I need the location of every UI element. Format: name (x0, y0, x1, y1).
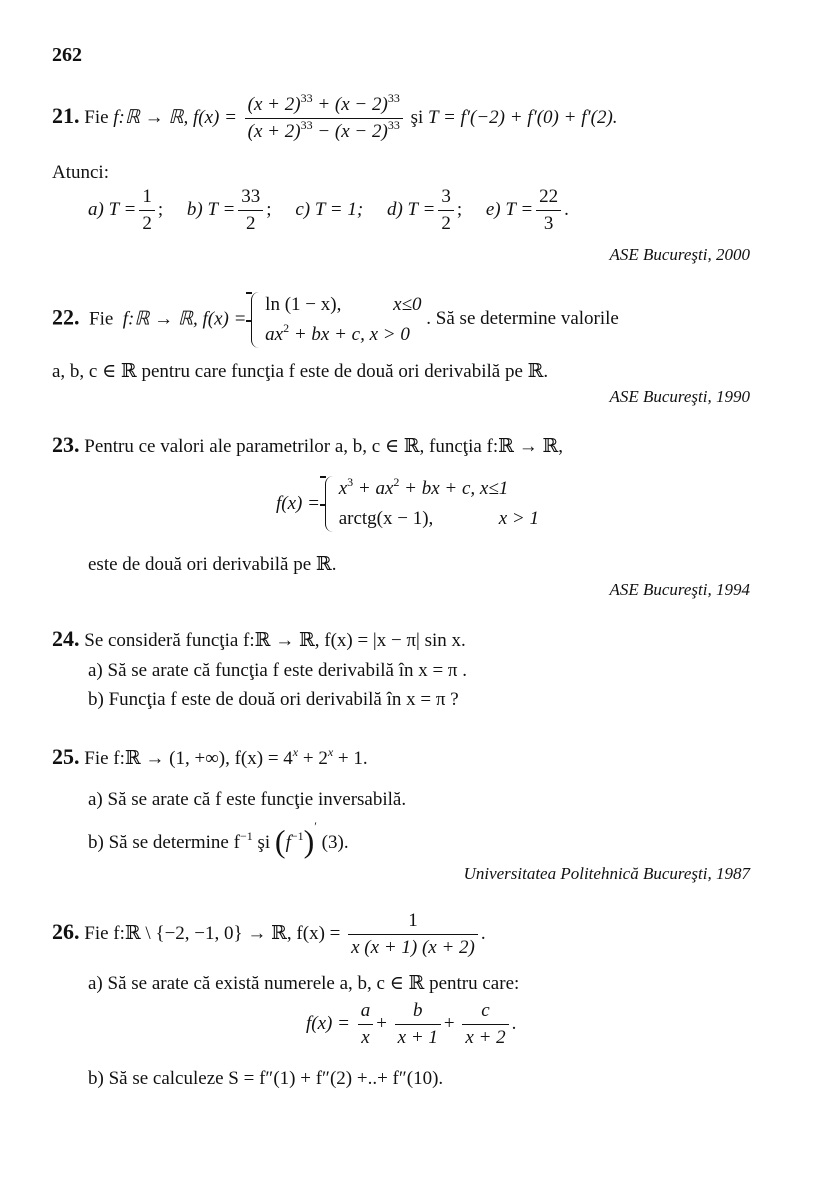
problem-21-statement: 21. Fie f:ℝ → ℝ, f(x) = $\frac{(x + 2)^{33} + (x - 2)^{33}}{(x + 2)^{33} - (x - 2)^{33}}$ şi T = f′(−2) + f′(0) + f′(2). (52, 91, 618, 142)
option-a: a) T = $\frac{1}{2}$ ; (88, 186, 164, 234)
source-citation: ASE Bucureşti, 1994 (609, 580, 750, 599)
source-citation: ASE Bucureşti, 1990 (609, 387, 750, 406)
fraction: $\frac{1}{x (x + 1) (x + 2)}$ (348, 910, 478, 959)
problem-23-line2: este de două ori derivabilă pe ℝ. (88, 554, 337, 575)
problem-26-part-a: a) Să se arate că există numerele a, b, c ∈ ℝ pentru care: (88, 973, 520, 994)
option-b: b) T = $\frac{33}{2}$ ; (186, 186, 272, 234)
problem-number: 23. (52, 432, 80, 457)
problem-26-statement: 26. Fie f:ℝ \ {−2, −1, 0} → ℝ, f(x) = $\frac{1}{x (x + 1) (x + 2)}$ . (52, 910, 486, 958)
problem-22-statement: 22. Fie f:ℝ → ℝ, f(x) = ln (1 − x), x≤0 $ax^2$ + bx + c, x > 0 . Să se determine valorile (52, 290, 706, 350)
piecewise-definition: f(x) = $x^3 + ax^2$ + bx + c, x≤1 arctg(x − 1), x > 1 (276, 474, 539, 534)
problem-number: 21. (52, 102, 80, 128)
option-d: d) T = $\frac{3}{2}$ ; (386, 186, 463, 234)
problem-25-part-b: b) Să se determine $f^{-1}$ şi $(f^{-1})'$ (3). (88, 819, 349, 859)
problem-number: 26. (52, 918, 80, 944)
problem-25-part-a: a) Să se arate că f este funcţie inversabilă. (88, 789, 407, 810)
option-e: e) T = $\frac{22}{3}$ . (485, 186, 569, 234)
problem-26-part-b: b) Să se calculeze S = f″(1) + f″(2) +..+ f″(10). (88, 1068, 444, 1089)
problem-number: 24. (52, 626, 80, 651)
problem-25-statement: 25. Fie f:ℝ → (1, +∞), $f(x) = 4^x + 2^x + 1$. (52, 744, 368, 769)
fraction: $\frac{(x + 2)^{33} + (x - 2)^{33}}{(x + 2)^{33} - (x - 2)^{33}}$ (245, 94, 403, 143)
source-citation: ASE Bucureşti, 2000 (609, 245, 750, 264)
page-number: 262 (52, 44, 82, 66)
atunci-label: Atunci: (52, 162, 109, 183)
problem-number: 22. (52, 304, 80, 330)
option-c: c) T = 1; (295, 198, 364, 220)
answer-options (88, 186, 569, 235)
piecewise-definition: ln (1 − x), x≤0 $ax^2$ + bx + c, x > 0 (251, 290, 421, 350)
problem-24-statement: 24. Se consideră funcţia f:ℝ → ℝ, f(x) = |x − π| sin x. (52, 626, 466, 651)
problem-22-line2: a, b, c ∈ ℝ pentru care funcţia f este de două ori derivabilă pe ℝ. (52, 361, 549, 382)
problem-24-part-b: b) Funcţia f este de două ori derivabilă în x = π ? (88, 689, 459, 710)
problem-number: 25. (52, 744, 80, 769)
source-citation: Universitatea Politehnică Bucureşti, 1987 (463, 864, 750, 883)
partial-fractions: f(x) = $\frac{a}{x}$ + $\frac{b}{x + 1}$ + $\frac{c}{x + 2}$ . (306, 1000, 517, 1048)
problem-23-statement: 23. Pentru ce valori ale parametrilor a, b, c ∈ ℝ, funcţia f:ℝ → ℝ, (52, 432, 563, 457)
problem-24-part-a: a) Să se arate că funcţia f este derivabilă în x = π . (88, 660, 468, 681)
